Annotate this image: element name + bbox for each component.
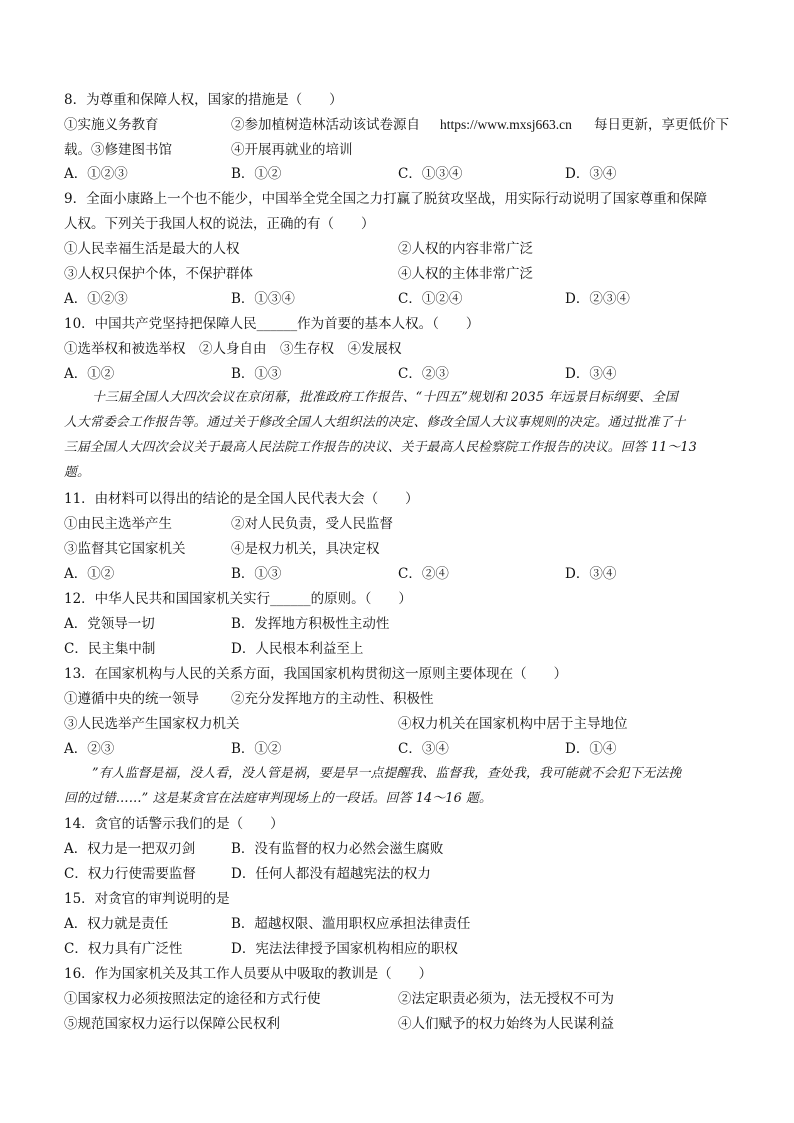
q15-answer-c: C．权力具有广泛性: [64, 941, 183, 957]
q9-option-3: ③人权只保护个体，不保护群体: [64, 266, 253, 282]
q10-answer-c: C．②③: [398, 366, 449, 382]
q13-stem: 13．在国家机构与人民的关系方面，我国国家机构贯彻这一原则主要体现在（ ）: [64, 666, 568, 682]
q9-stem-line1: 9．全面小康路上一个也不能少，中国举全党全国之力打赢了脱贫攻坚战，用实际行动说明了国家尊重和保障: [64, 191, 708, 207]
material1-line4: 题。: [64, 465, 90, 480]
q10-options: ①选举权和被选举权 ②人身自由 ③生存权 ④发展权: [64, 341, 402, 357]
q10-answer-b: B．①③: [231, 366, 282, 382]
watermark-ad-text: 每日更新，享更低价下: [594, 117, 729, 133]
material1-line1: 十三届全国人大四次会议在京闭幕，批准政府工作报告、“十四五”规划和 2035 年远景目标纲要、全国: [92, 390, 678, 405]
material1-line3: 三届全国人大四次会议关于最高人民法院工作报告的决议、关于最高人民检察院工作报告的决议。回答 11～13: [64, 440, 697, 455]
q15-answer-a: A．权力就是责任: [64, 916, 169, 932]
q14-answer-d: D．任何人都没有超越宪法的权力: [231, 866, 431, 882]
q8-option-4: ④开展再就业的培训: [231, 142, 353, 158]
q15-answer-d: D．宪法法律授予国家机构相应的职权: [231, 941, 458, 957]
q15-stem: 15．对贪官的审判说明的是: [64, 891, 230, 907]
q16-option-4: ④人们赋予的权力始终为人民谋利益: [398, 1016, 614, 1032]
q16-stem: 16．作为国家机关及其工作人员要从中吸取的教训是（ ）: [64, 966, 433, 982]
q8-answer-c: C．①③④: [398, 166, 463, 182]
q8-option-1: ①实施义务教育: [64, 117, 159, 133]
q8-option-3: 载。③修建图书馆: [64, 142, 172, 158]
q12-answer-b: B．发挥地方积极性主动性: [231, 616, 390, 632]
q11-answer-d: D．③④: [565, 566, 617, 582]
q10-answer-d: D．③④: [565, 366, 617, 382]
material2-line1: ”有人监督是福，没人看，没人管是祸，要是早一点提醒我、监督我，查处我，我可能就不会犯下无法挽: [92, 766, 682, 781]
material2-line2: 回的过错……” 这是某贪官在法庭审判现场上的一段话。回答 14～16 题。: [64, 791, 492, 806]
q11-answer-b: B．①③: [231, 566, 282, 582]
q11-stem: 11．由材料可以得出的结论的是全国人民代表大会（ ）: [64, 491, 419, 507]
q14-answer-c: C．权力行使需要监督: [64, 866, 196, 882]
q11-answer-c: C．②④: [398, 566, 449, 582]
q10-stem: 10．中国共产党坚持把保障人民______作为首要的基本人权。（ ）: [64, 316, 480, 332]
q9-option-4: ④人权的主体非常广泛: [398, 266, 533, 282]
q10-answer-a: A．①②: [64, 366, 115, 382]
q8-stem: 8．为尊重和保障人权，国家的措施是（ ）: [64, 92, 343, 108]
q12-stem: 12．中华人民共和国国家机关实行______的原则。（ ）: [64, 591, 412, 607]
watermark-link[interactable]: https://www.mxsj663.cn: [440, 117, 572, 132]
q11-option-1: ①由民主选举产生: [64, 516, 172, 532]
q11-option-4: ④是权力机关，具决定权: [231, 541, 380, 557]
q9-option-2: ②人权的内容非常广泛: [398, 241, 533, 257]
q11-answer-a: A．①②: [64, 566, 115, 582]
q13-answer-c: C．③④: [398, 741, 449, 757]
q13-answer-d: D．①④: [565, 741, 617, 757]
q13-option-4: ④权力机关在国家机构中居于主导地位: [398, 716, 628, 732]
q13-answer-a: A．②③: [64, 741, 115, 757]
q13-option-1: ①遵循中央的统一领导: [64, 691, 199, 707]
q13-option-2: ②充分发挥地方的主动性、积极性: [231, 691, 434, 707]
q14-answer-b: B．没有监督的权力必然会滋生腐败: [231, 841, 444, 857]
q9-stem-line2: 人权。下列关于我国人权的说法，正确的有（ ）: [64, 216, 375, 232]
q8-option-2: ②参加植树造林活动该试卷源自: [231, 117, 420, 133]
q16-option-3: ⑤规范国家权力运行以保障公民权利: [64, 1016, 280, 1032]
q8-answer-d: D．③④: [565, 166, 617, 182]
q9-answer-b: B．①③④: [231, 291, 295, 307]
q16-option-1: ①国家权力必须按照法定的途径和方式行使: [64, 991, 321, 1007]
q11-option-3: ③监督其它国家机关: [64, 541, 186, 557]
q9-answer-d: D．②③④: [565, 291, 630, 307]
q14-answer-a: A．权力是一把双刃剑: [64, 841, 196, 857]
q12-answer-a: A．党领导一切: [64, 616, 155, 632]
q12-answer-c: C．民主集中制: [64, 641, 156, 657]
material1-line2: 人大常委会工作报告等。通过关于修改全国人大组织法的决定、修改全国人大议事规则的决定。通过批准了十: [64, 415, 686, 430]
q11-option-2: ②对人民负责，受人民监督: [231, 516, 393, 532]
q8-answer-a: A．①②③: [64, 166, 128, 182]
q13-answer-b: B．①②: [231, 741, 282, 757]
q13-option-3: ③人民选举产生国家权力机关: [64, 716, 240, 732]
q9-answer-c: C．①②④: [398, 291, 463, 307]
q9-option-1: ①人民幸福生活是最大的人权: [64, 241, 240, 257]
q8-answer-b: B．①②: [231, 166, 282, 182]
q14-stem: 14．贪官的话警示我们的是（ ）: [64, 816, 284, 832]
q16-option-2: ②法定职责必须为，法无授权不可为: [398, 991, 614, 1007]
q12-answer-d: D．人民根本利益至上: [231, 641, 364, 657]
q15-answer-b: B．超越权限、滥用职权应承担法律责任: [231, 916, 471, 932]
q9-answer-a: A．①②③: [64, 291, 128, 307]
